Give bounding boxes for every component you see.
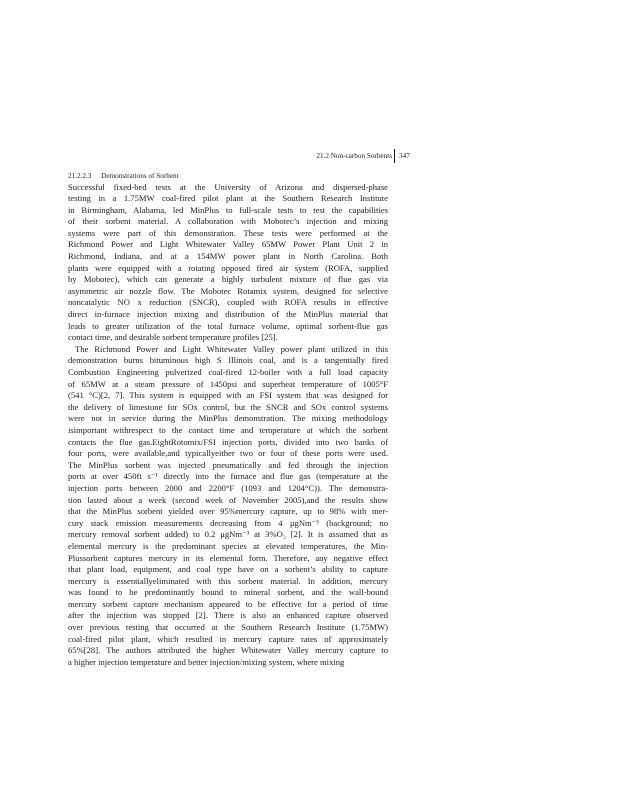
text-line: in Birmingham, Alabama, led MinPlus to full-scale tests to test the capabilities (68, 204, 388, 215)
running-head-divider (394, 149, 395, 163)
text-line: that the MinPlus sorbent yielded over 95%mercury capture, up to 98% with mer- (68, 506, 388, 517)
text-line: mercury removal sorbent added) to 0.2 μgNm⁻³ at 3%O₂ [2]. It is assumed that as (68, 529, 388, 540)
text-line: a higher injection temperature and better injection/mixing system, where mixing (68, 656, 345, 667)
text-line: Combustion Engineering pulverized coal-fired 12-boiler with a full load capacity (68, 367, 388, 377)
text-line: four ports, were available,and typicallyeither two or four of these ports were used. (68, 448, 388, 459)
text-line: The Richmond Power and Light Whitewater Valley power plant utilized in this (75, 343, 388, 354)
text-line: systems were part of this demonstration. These tests were performed at the (68, 227, 388, 238)
text-line: testing in a 1.75MW coal-fired pilot plant at the Southern Research Institute (68, 193, 388, 204)
text-line: were not in service during the MinPlus demonstration. The mixing methodology (68, 413, 388, 424)
text-line: asymmetric air nozzle flow. The Mobotec Rotamix system, designed for selective (68, 285, 388, 296)
section-heading (68, 171, 179, 181)
text-line: Richmond Power and Light Whitewater Valley 65MW Power Plant Unit 2 in (68, 239, 388, 250)
section-heading-title: Demonstrations of Sorbent (101, 172, 179, 180)
text-line: elemental mercury is the predominant species at elevated temperatures, the Min- (68, 540, 388, 551)
section-heading-number: 21.2.2.3 (68, 172, 92, 180)
text-line: demonstration burns bituminous high S Illinois coal, and is a tangentially fired (68, 355, 388, 366)
text-line: Successful fixed-bed tests at the University of Arizona and dispersed-phase (68, 181, 388, 192)
text-line: ports at over 450ft s⁻¹ directly into the furnace and flue gas (temperature at the (68, 471, 388, 482)
text-line: Richmond, Indiana, and at a 154MW power plant in North Carolina. Both (68, 251, 388, 262)
text-line: isimportant withrespect to the contact time and temperature at which the sorbent (68, 424, 388, 435)
text-line: 65%[28]. The authors attributed the higher Whitewater Valley mercury capture to (68, 645, 388, 656)
text-line: tion lasted about a week (second week of November 2005),and the results show (68, 494, 388, 505)
text-line: noncatalytic NO x reduction (SNCR), coupled with ROFA results in effective (68, 297, 388, 308)
text-line: over previous testing that occurred at the Southern Research Institute (1.75MW) (68, 622, 388, 633)
text-line: contact time, and desirable sorbent temperature profiles [25]. (68, 332, 278, 343)
text-line: mercury sorbent capture mechanism appeared to be effective for a period of time (68, 598, 388, 609)
text-line: direct in-furnace injection mixing and distribution of the MinPlus material that (68, 309, 388, 320)
text-line: leads to greater utilization of the total furnace volume, optimal sorbent-flue gas (68, 320, 388, 331)
text-line: after the injection was stopped [2]. There is also an enhanced capture observed (68, 610, 388, 621)
text-line: plants were equipped with a rotating opposed fired air system (ROFA, supplied (68, 262, 388, 273)
text-line: Plussorbent captures mercury in its elemental form. Therefore, any negative effect (68, 552, 388, 563)
text-line: The MinPlus sorbent was injected pneumatically and fed through the injection (68, 459, 388, 470)
text-line: coal-fired pilot plant, which resulted in mercury capture rates of approximately (68, 633, 388, 644)
text-line: of their sorbent material. A collaboration with Mobotec’s injection and mixing (68, 216, 388, 227)
text-line: (541 °C)[2, 7]. This system is equipped with an FSI system that was designed for (68, 390, 388, 401)
text-line: contacts the flue gas.EightRotomix/FSI injection ports, divided into two banks of (68, 436, 388, 447)
text-line: injection ports between 2000 and 2200°F (1093 and 1204°C)). The demonstra- (68, 482, 388, 493)
text-line: cury stack emission measurements decreasing from 4 μgNm⁻³ (background; no (68, 517, 388, 528)
running-head (300, 149, 412, 163)
page-number: 347 (399, 152, 410, 160)
text-line: by Mobotec), which can generate a highly turbulent mixture of flue gas via (68, 274, 388, 285)
text-line: the delivery of limestone for SOx control, but the SNCR and SOx control systems (68, 401, 388, 412)
text-line: was found to be predominantly bound to mineral sorbent, and the wall-bound (68, 587, 388, 598)
text-line: that plant load, equipment, and coal type have on a sorbent’s ability to capture (68, 564, 388, 575)
text-line: of 65MW at a steam pressure of 1450psi and superheat temperature of 1005°F (68, 378, 388, 389)
running-head-section: 21.2 Non-carbon Sorbents (316, 152, 392, 160)
text-line: mercury is essentiallyeliminated with this sorbent material. In addition, mercury (68, 575, 388, 586)
body-text (68, 182, 388, 669)
